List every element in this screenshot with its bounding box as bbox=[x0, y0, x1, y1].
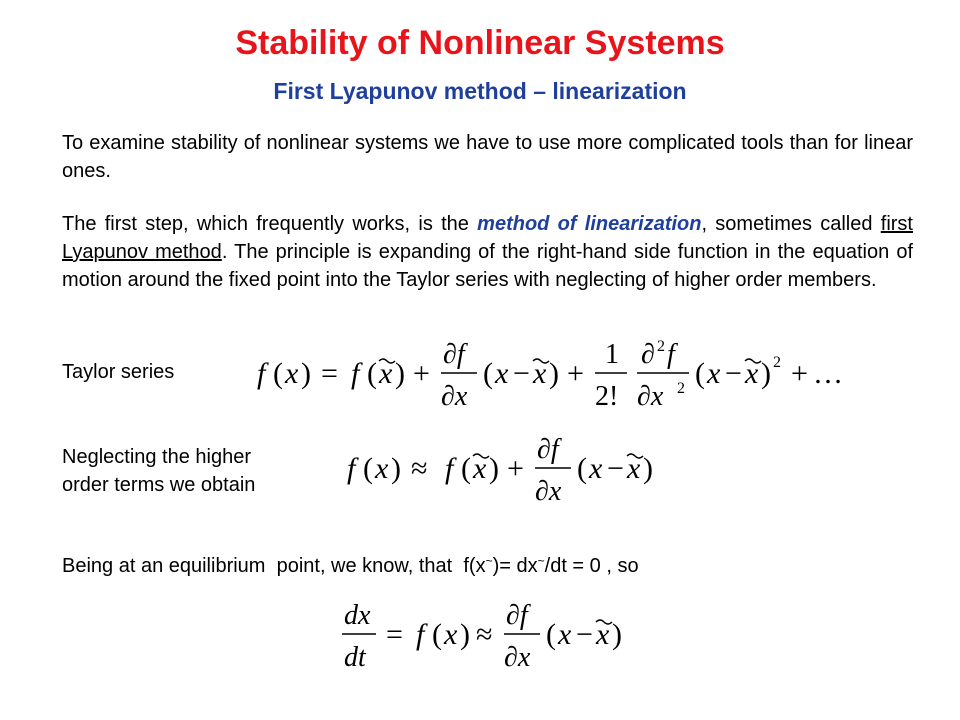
x-symbol: x bbox=[627, 452, 641, 485]
equilibrium-text: Being at an equilibrium point, we know, that f(x bbox=[62, 555, 486, 577]
neglect-label bbox=[62, 443, 255, 499]
plus-sign: + bbox=[413, 357, 430, 390]
paren-close: ) bbox=[301, 357, 311, 390]
two-factorial: 2! bbox=[595, 381, 619, 412]
partial-x: ∂x bbox=[441, 381, 468, 412]
x-symbol: x bbox=[596, 618, 610, 651]
x-symbol: x bbox=[379, 357, 393, 390]
partial-f: ∂f bbox=[443, 339, 465, 370]
one: 1 bbox=[605, 339, 619, 370]
f-symbol: f bbox=[257, 357, 266, 390]
intro-paragraph: To examine stability of nonlinear systems we have to use more complicated tools than for linear ones. bbox=[62, 132, 913, 182]
underlined-first-lyapunov-method: first Lyapunov method bbox=[62, 213, 913, 263]
dt: dt bbox=[344, 642, 366, 673]
f-symbol: f bbox=[667, 339, 675, 370]
x-symbol: x bbox=[589, 452, 603, 485]
paren-open: ( bbox=[577, 452, 587, 485]
paragraph-text: , sometimes called bbox=[701, 213, 881, 235]
paren-open: ( bbox=[695, 357, 705, 390]
x-symbol: x bbox=[745, 357, 759, 390]
neglect-label-line1: Neglecting the higher bbox=[62, 446, 252, 468]
paren-open: ( bbox=[363, 452, 373, 485]
superscript-2: 2 bbox=[773, 354, 781, 371]
f-symbol: f bbox=[445, 452, 454, 485]
f-symbol: f bbox=[416, 618, 425, 651]
taylor-series-formula bbox=[255, 335, 875, 415]
paren-open: ( bbox=[273, 357, 283, 390]
partial-f: ∂f bbox=[537, 434, 559, 465]
x-symbol: x bbox=[558, 618, 572, 651]
plus-sign: + bbox=[791, 357, 808, 390]
paren-close: ) bbox=[460, 618, 470, 651]
paren-close: ) bbox=[395, 357, 405, 390]
final-svg bbox=[340, 592, 650, 682]
paren-open: ( bbox=[546, 618, 556, 651]
tilde-mark: ~ bbox=[537, 554, 545, 568]
paragraph-text: . The principle is expanding of the right-hand side function in the equation of motion around the fixed point into the Taylor series with neglecting of higher order members. bbox=[62, 241, 913, 291]
approx-sign: ≈ bbox=[476, 618, 493, 651]
emphasis-method-of-linearization: method of linearization bbox=[477, 213, 702, 235]
minus-sign: − bbox=[607, 452, 624, 485]
superscript-2: 2 bbox=[657, 338, 665, 355]
minus-sign: − bbox=[576, 618, 593, 651]
paren-close: ) bbox=[391, 452, 401, 485]
paren-close: ) bbox=[612, 618, 622, 651]
partial-x: ∂x bbox=[637, 381, 664, 412]
f-symbol: f bbox=[351, 357, 360, 390]
paren-open: ( bbox=[483, 357, 493, 390]
dx: dx bbox=[344, 600, 371, 631]
paren-close: ) bbox=[549, 357, 559, 390]
x-symbol: x bbox=[495, 357, 509, 390]
final-formula bbox=[340, 592, 650, 682]
neglect-label-line2: order terms we obtain bbox=[62, 474, 256, 496]
superscript-2: 2 bbox=[677, 380, 685, 397]
paragraph-text: The first step, which frequently works, is the bbox=[62, 213, 478, 235]
partial-f: ∂f bbox=[506, 600, 528, 631]
linearization-paragraph bbox=[62, 210, 913, 294]
linearized-svg bbox=[345, 428, 675, 508]
x-symbol: x bbox=[473, 452, 487, 485]
partial-x: ∂x bbox=[504, 642, 531, 673]
equals-sign: = bbox=[386, 618, 403, 651]
taylor-series-label: Taylor series bbox=[62, 361, 175, 383]
paren-close: ) bbox=[489, 452, 499, 485]
partial-x: ∂x bbox=[535, 476, 562, 507]
paren-open: ( bbox=[461, 452, 471, 485]
minus-sign: − bbox=[513, 357, 530, 390]
f-symbol: f bbox=[347, 452, 356, 485]
x-symbol: x bbox=[444, 618, 458, 651]
x-symbol: x bbox=[285, 357, 299, 390]
taylor-series-svg bbox=[255, 335, 875, 415]
equals-sign: = bbox=[321, 357, 338, 390]
paren-close: ) bbox=[643, 452, 653, 485]
ellipsis: … bbox=[813, 357, 843, 390]
equilibrium-sentence bbox=[62, 547, 639, 580]
paren-close: ) bbox=[761, 357, 771, 390]
plus-sign: + bbox=[567, 357, 584, 390]
paren-open: ( bbox=[432, 618, 442, 651]
x-symbol: x bbox=[707, 357, 721, 390]
linearized-formula bbox=[345, 428, 675, 508]
tilde-mark: ~ bbox=[485, 554, 493, 568]
partial-squared: ∂ bbox=[641, 339, 655, 370]
approx-sign: ≈ bbox=[411, 452, 428, 485]
plus-sign: + bbox=[507, 452, 524, 485]
equilibrium-rest: )= dx bbox=[492, 555, 538, 577]
x-symbol: x bbox=[533, 357, 547, 390]
equilibrium-end: /dt = 0 , so bbox=[544, 555, 639, 577]
slide-subtitle: First Lyapunov method – linearization bbox=[273, 78, 687, 104]
x-symbol: x bbox=[375, 452, 389, 485]
minus-sign: − bbox=[725, 357, 742, 390]
slide-title: Stability of Nonlinear Systems bbox=[235, 24, 725, 62]
paren-open: ( bbox=[367, 357, 377, 390]
